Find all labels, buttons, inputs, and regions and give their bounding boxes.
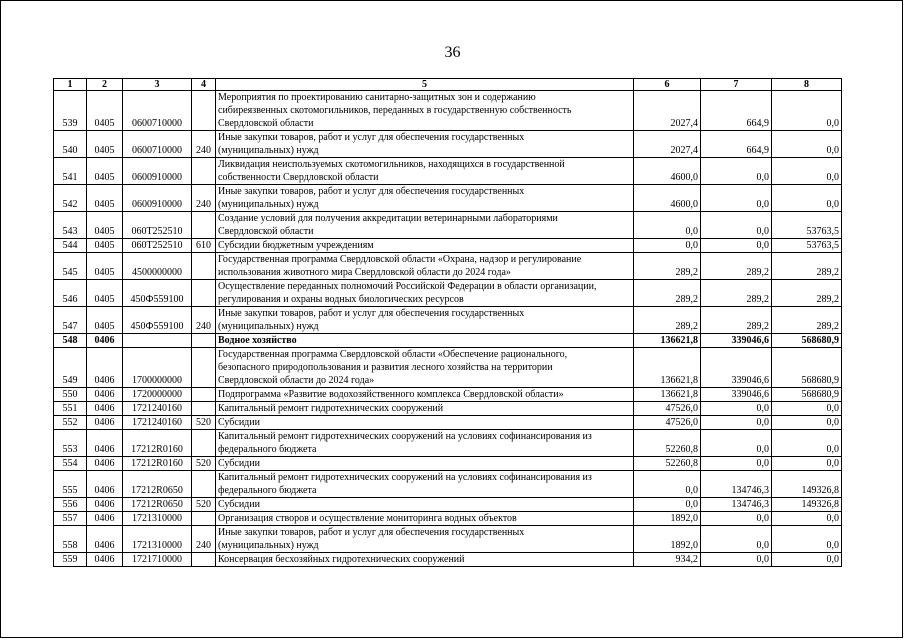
expense-type-cell (192, 334, 216, 348)
row-number-cell: 545 (54, 253, 87, 280)
target-code-cell: 0600710000 (123, 131, 192, 158)
section-code-cell: 0406 (87, 334, 123, 348)
target-code-cell: 1721310000 (123, 512, 192, 526)
amount-year2-cell: 0,0 (701, 239, 772, 253)
section-code-cell: 0406 (87, 402, 123, 416)
section-code-cell: 0405 (87, 158, 123, 185)
expense-type-cell (192, 212, 216, 239)
amount-year2-cell: 0,0 (701, 185, 772, 212)
row-number-cell: 557 (54, 512, 87, 526)
amount-year3-cell: 0,0 (772, 131, 842, 158)
expense-type-cell (192, 388, 216, 402)
amount-year1-cell: 934,2 (634, 553, 701, 567)
item-name-cell: Подпрограмма «Развитие водохозяйственного комплекса Свердловской области» (216, 388, 634, 402)
item-name-cell: Иные закупки товаров, работ и услуг для обеспечения государственных (муниципальных) нужд (216, 307, 634, 334)
amount-year1-cell: 47526,0 (634, 402, 701, 416)
item-name-cell: Организация створов и осуществление мониторинга водных объектов (216, 512, 634, 526)
table-row (54, 512, 842, 526)
column-header: 4 (192, 79, 216, 91)
section-code-cell: 0406 (87, 512, 123, 526)
amount-year2-cell: 0,0 (701, 526, 772, 553)
row-number-cell: 558 (54, 526, 87, 553)
amount-year1-cell: 289,2 (634, 253, 701, 280)
item-name-cell: Субсидии (216, 457, 634, 471)
expense-type-cell: 520 (192, 498, 216, 512)
row-number-cell: 550 (54, 388, 87, 402)
amount-year1-cell: 2027,4 (634, 91, 701, 131)
target-code-cell: 1721240160 (123, 402, 192, 416)
section-code-cell: 0406 (87, 498, 123, 512)
item-name-cell: Субсидии бюджетным учреждениям (216, 239, 634, 253)
expense-type-cell: 610 (192, 239, 216, 253)
row-number-cell: 543 (54, 212, 87, 239)
table-row (54, 253, 842, 280)
expense-type-cell (192, 280, 216, 307)
item-name-cell: Иные закупки товаров, работ и услуг для обеспечения государственных (муниципальных) нужд (216, 526, 634, 553)
column-header: 7 (701, 79, 772, 91)
table-row (54, 131, 842, 158)
expense-type-cell (192, 348, 216, 388)
amount-year3-cell: 0,0 (772, 402, 842, 416)
item-name-cell: Иные закупки товаров, работ и услуг для обеспечения государственных (муниципальных) нужд (216, 185, 634, 212)
table-row (54, 307, 842, 334)
item-name-cell: Водное хозяйство (216, 334, 634, 348)
target-code-cell: 17212R0160 (123, 430, 192, 457)
item-name-cell: Государственная программа Свердловской области «Охрана, надзор и регулирование использования животного мира Свердловской области до 2024 года» (216, 253, 634, 280)
amount-year1-cell: 0,0 (634, 498, 701, 512)
item-name-cell: Капитальный ремонт гидротехнических сооружений на условиях софинансирования из федерального бюджета (216, 430, 634, 457)
target-code-cell: 17212R0650 (123, 498, 192, 512)
target-code-cell: 0600910000 (123, 185, 192, 212)
section-code-cell: 0405 (87, 280, 123, 307)
expense-type-cell (192, 158, 216, 185)
row-number-cell: 549 (54, 348, 87, 388)
amount-year3-cell: 0,0 (772, 457, 842, 471)
section-code-cell: 0405 (87, 185, 123, 212)
table-row (54, 402, 842, 416)
target-code-cell: 1721240160 (123, 416, 192, 430)
table-row (54, 457, 842, 471)
row-number-cell: 555 (54, 471, 87, 498)
amount-year1-cell: 52260,8 (634, 457, 701, 471)
table-row (54, 158, 842, 185)
row-number-cell: 541 (54, 158, 87, 185)
item-name-cell: Консервация бесхозяйных гидротехнических сооружений (216, 553, 634, 567)
table-body (54, 91, 842, 567)
section-code-cell: 0406 (87, 471, 123, 498)
amount-year3-cell: 53763,5 (772, 212, 842, 239)
target-code-cell: 4500000000 (123, 253, 192, 280)
item-name-cell: Осуществление переданных полномочий Российской Федерации в области организации, регулирования и охраны водных биологических ресурсов (216, 280, 634, 307)
column-header: 1 (54, 79, 87, 91)
item-name-cell: Создание условий для получения аккредитации ветеринарными лабораториями Свердловской области (216, 212, 634, 239)
amount-year1-cell: 4600,0 (634, 185, 701, 212)
amount-year2-cell: 289,2 (701, 307, 772, 334)
amount-year2-cell: 134746,3 (701, 498, 772, 512)
table-row (54, 388, 842, 402)
row-number-cell: 548 (54, 334, 87, 348)
amount-year2-cell: 289,2 (701, 253, 772, 280)
amount-year1-cell: 1892,0 (634, 526, 701, 553)
item-name-cell: Капитальный ремонт гидротехнических сооружений на условиях софинансирования из федерального бюджета (216, 471, 634, 498)
expense-type-cell: 240 (192, 526, 216, 553)
amount-year3-cell: 149326,8 (772, 498, 842, 512)
table-row (54, 348, 842, 388)
target-code-cell: 17212R0160 (123, 457, 192, 471)
amount-year2-cell: 0,0 (701, 430, 772, 457)
amount-year2-cell: 0,0 (701, 416, 772, 430)
table-row (54, 526, 842, 553)
table-row (54, 498, 842, 512)
amount-year3-cell: 0,0 (772, 416, 842, 430)
item-name-cell: Иные закупки товаров, работ и услуг для обеспечения государственных (муниципальных) нужд (216, 131, 634, 158)
amount-year1-cell: 136621,8 (634, 334, 701, 348)
table-row (54, 185, 842, 212)
table-row (54, 212, 842, 239)
amount-year2-cell: 0,0 (701, 512, 772, 526)
section-code-cell: 0406 (87, 416, 123, 430)
row-number-cell: 553 (54, 430, 87, 457)
amount-year2-cell: 134746,3 (701, 471, 772, 498)
amount-year1-cell: 289,2 (634, 307, 701, 334)
amount-year2-cell: 289,2 (701, 280, 772, 307)
amount-year1-cell: 2027,4 (634, 131, 701, 158)
section-code-cell: 0405 (87, 91, 123, 131)
amount-year3-cell: 149326,8 (772, 471, 842, 498)
amount-year2-cell: 0,0 (701, 402, 772, 416)
budget-table (53, 78, 842, 567)
target-code-cell: 1721710000 (123, 553, 192, 567)
amount-year3-cell: 0,0 (772, 185, 842, 212)
amount-year1-cell: 47526,0 (634, 416, 701, 430)
item-name-cell: Капитальный ремонт гидротехнических сооружений (216, 402, 634, 416)
row-number-cell: 556 (54, 498, 87, 512)
column-header: 3 (123, 79, 192, 91)
target-code-cell: 1721310000 (123, 526, 192, 553)
target-code-cell: 1720000000 (123, 388, 192, 402)
item-name-cell: Государственная программа Свердловской области «Обеспечение рационального, безопасного природопользования и развития лесного хозяйства на территории Свердловской области до 2024 года» (216, 348, 634, 388)
target-code-cell: 450Ф559100 (123, 280, 192, 307)
item-name-cell: Ликвидация неиспользуемых скотомогильников, находящихся в государственной собственности Свердловской области (216, 158, 634, 185)
amount-year1-cell: 52260,8 (634, 430, 701, 457)
section-code-cell: 0406 (87, 553, 123, 567)
expense-type-cell (192, 471, 216, 498)
row-number-cell: 540 (54, 131, 87, 158)
section-code-cell: 0405 (87, 239, 123, 253)
row-number-cell: 551 (54, 402, 87, 416)
amount-year3-cell: 0,0 (772, 553, 842, 567)
expense-type-cell: 520 (192, 457, 216, 471)
amount-year3-cell: 568680,9 (772, 348, 842, 388)
target-code-cell: 060Т252510 (123, 239, 192, 253)
section-code-cell: 0406 (87, 430, 123, 457)
amount-year3-cell: 0,0 (772, 91, 842, 131)
section-code-cell: 0405 (87, 307, 123, 334)
expense-type-cell (192, 512, 216, 526)
amount-year3-cell: 568680,9 (772, 388, 842, 402)
row-number-cell: 542 (54, 185, 87, 212)
table-header-row (54, 79, 842, 91)
amount-year2-cell: 339046,6 (701, 388, 772, 402)
row-number-cell: 544 (54, 239, 87, 253)
column-header: 5 (216, 79, 634, 91)
section-code-cell: 0406 (87, 348, 123, 388)
row-number-cell: 559 (54, 553, 87, 567)
amount-year2-cell: 339046,6 (701, 348, 772, 388)
row-number-cell: 547 (54, 307, 87, 334)
table-row (54, 334, 842, 348)
target-code-cell: 060Т252510 (123, 212, 192, 239)
amount-year3-cell: 0,0 (772, 158, 842, 185)
amount-year2-cell: 339046,6 (701, 334, 772, 348)
section-code-cell: 0405 (87, 212, 123, 239)
amount-year3-cell: 568680,9 (772, 334, 842, 348)
expense-type-cell: 240 (192, 307, 216, 334)
amount-year1-cell: 4600,0 (634, 158, 701, 185)
amount-year1-cell: 0,0 (634, 212, 701, 239)
table-row (54, 91, 842, 131)
target-code-cell: 0600710000 (123, 91, 192, 131)
expense-type-cell: 520 (192, 416, 216, 430)
expense-type-cell (192, 553, 216, 567)
amount-year3-cell: 0,0 (772, 526, 842, 553)
amount-year2-cell: 664,9 (701, 131, 772, 158)
row-number-cell: 539 (54, 91, 87, 131)
expense-type-cell (192, 91, 216, 131)
target-code-cell: 0600910000 (123, 158, 192, 185)
expense-type-cell (192, 253, 216, 280)
amount-year2-cell: 0,0 (701, 212, 772, 239)
amount-year3-cell: 289,2 (772, 253, 842, 280)
amount-year3-cell: 289,2 (772, 280, 842, 307)
amount-year2-cell: 0,0 (701, 158, 772, 185)
table-row (54, 280, 842, 307)
column-header: 6 (634, 79, 701, 91)
amount-year2-cell: 664,9 (701, 91, 772, 131)
column-header: 8 (772, 79, 842, 91)
target-code-cell: 450Ф559100 (123, 307, 192, 334)
section-code-cell: 0405 (87, 131, 123, 158)
amount-year1-cell: 289,2 (634, 280, 701, 307)
page-number: 36 (444, 44, 461, 61)
amount-year3-cell: 0,0 (772, 430, 842, 457)
amount-year1-cell: 1892,0 (634, 512, 701, 526)
amount-year1-cell: 136621,8 (634, 348, 701, 388)
target-code-cell: 1700000000 (123, 348, 192, 388)
table-row (54, 471, 842, 498)
table-row (54, 416, 842, 430)
row-number-cell: 554 (54, 457, 87, 471)
expense-type-cell (192, 430, 216, 457)
table-row (54, 430, 842, 457)
section-code-cell: 0406 (87, 388, 123, 402)
target-code-cell (123, 334, 192, 348)
section-code-cell: 0406 (87, 457, 123, 471)
amount-year2-cell: 0,0 (701, 457, 772, 471)
expense-type-cell (192, 402, 216, 416)
amount-year1-cell: 0,0 (634, 239, 701, 253)
item-name-cell: Субсидии (216, 416, 634, 430)
row-number-cell: 546 (54, 280, 87, 307)
amount-year3-cell: 0,0 (772, 512, 842, 526)
section-code-cell: 0406 (87, 526, 123, 553)
table-row (54, 239, 842, 253)
amount-year1-cell: 0,0 (634, 471, 701, 498)
column-header: 2 (87, 79, 123, 91)
item-name-cell: Субсидии (216, 498, 634, 512)
item-name-cell: Мероприятия по проектированию санитарно-защитных зон и содержанию сибиреязвенных скотомогильников, переданных в государственную собственность Свердловской области (216, 91, 634, 131)
row-number-cell: 552 (54, 416, 87, 430)
table-row (54, 553, 842, 567)
section-code-cell: 0405 (87, 253, 123, 280)
target-code-cell: 17212R0650 (123, 471, 192, 498)
expense-type-cell: 240 (192, 131, 216, 158)
expense-type-cell: 240 (192, 185, 216, 212)
amount-year2-cell: 0,0 (701, 553, 772, 567)
amount-year3-cell: 53763,5 (772, 239, 842, 253)
amount-year1-cell: 136621,8 (634, 388, 701, 402)
amount-year3-cell: 289,2 (772, 307, 842, 334)
